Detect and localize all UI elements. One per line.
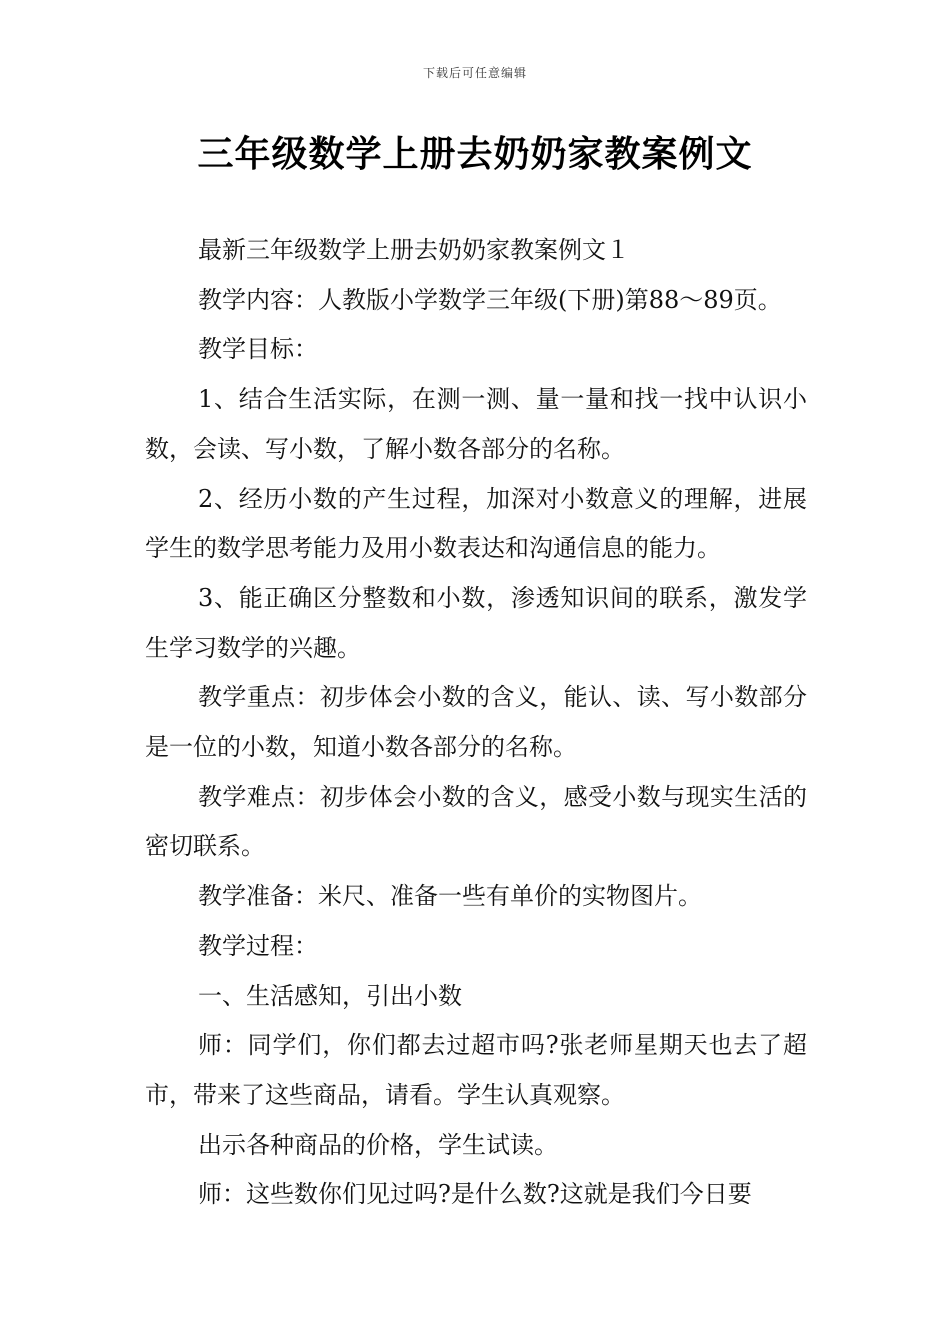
page-header-note: 下载后可任意编辑 bbox=[422, 66, 527, 80]
paragraph-goal-1: 1、结合生活实际，在测一测、量一量和找一找中认识小数，会读、写小数，了解小数各部分的名称。 bbox=[145, 385, 807, 463]
paragraph-subtitle: 最新三年级数学上册去奶奶家教案例文１ bbox=[198, 236, 630, 264]
document-title: 三年级数学上册去奶奶家教案例文 bbox=[197, 133, 753, 175]
paragraph-process-heading: 教学过程： bbox=[198, 931, 318, 960]
paragraph-difficulty: 教学难点：初步体会小数的含义，感受小数与现实生活的密切联系。 bbox=[145, 782, 807, 861]
paragraph-preparation: 教学准备：米尺、准备一些有单价的实物图片。 bbox=[198, 882, 702, 911]
paragraph-teacher-2: 师：这些数你们见过吗?是什么数?这就是我们今日要 bbox=[198, 1180, 752, 1209]
paragraph-goal-3: 3、能正确区分整数和小数，渗透知识间的联系，激发学生学习数学的兴趣。 bbox=[145, 583, 807, 662]
paragraph-goals-heading: 教学目标： bbox=[198, 335, 318, 364]
paragraph-key-point: 教学重点：初步体会小数的含义，能认、读、写小数部分是一位的小数，知道小数各部分的名称。 bbox=[145, 683, 807, 762]
paragraph-section-1: 一、生活感知，引出小数 bbox=[198, 981, 462, 1010]
paragraph-show-prices: 出示各种商品的价格，学生试读。 bbox=[198, 1130, 558, 1159]
document-body bbox=[145, 226, 807, 1220]
paragraph-goal-2: 2、经历小数的产生过程，加深对小数意义的理解，进展学生的数学思考能力及用小数表达和沟通信息的能力。 bbox=[145, 484, 807, 563]
paragraph-teacher-1: 师：同学们，你们都去过超市吗?张老师星期天也去了超市，带来了这些商品，请看。学生认真观察。 bbox=[145, 1031, 807, 1109]
paragraph-content: 教学内容：人教版小学数学三年级(下册)第88～89页。 bbox=[198, 285, 782, 314]
